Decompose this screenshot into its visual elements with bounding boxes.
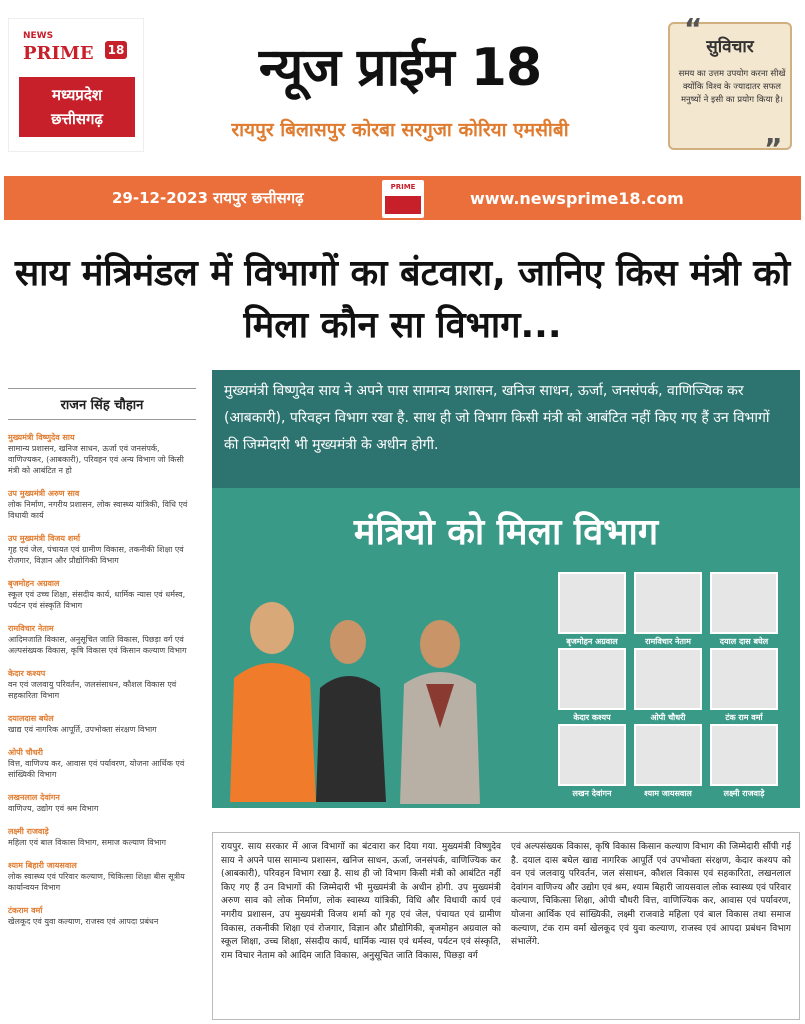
sidebar-item-name: उप मुख्यमंत्री विजय शर्मा <box>8 534 81 543</box>
logo-state-line-2: छत्तीसगढ़ <box>51 110 103 128</box>
quote-open-icon: “ <box>684 12 703 45</box>
sidebar-item <box>8 747 196 780</box>
sidebar-item <box>8 623 196 656</box>
minister-photo <box>634 648 702 710</box>
logo-number-badge: 18 <box>105 41 127 59</box>
sidebar <box>8 388 196 927</box>
sidebar-item-name: लखनलाल देवांगन <box>8 793 60 802</box>
sidebar-list <box>8 432 196 927</box>
small-logo-icon <box>382 180 424 218</box>
edition-date: 29-12-2023 रायपुर छत्तीसगढ़ <box>112 189 304 207</box>
minister-name-label: रामविचार नेताम <box>645 637 691 646</box>
sidebar-item-text: वन एवं जलवायु परिवर्तन, जलसंसाधन, कौशल विकास एवं सहकारिता विभाग <box>8 680 177 700</box>
sidebar-item-text: लोक निर्माण, नगरीय प्रशासन, लोक स्वास्थ्य यांत्रिकी, विधि एवं विधायी कार्य <box>8 500 188 520</box>
article-body <box>212 832 800 1020</box>
leaders-photo <box>220 568 388 802</box>
sidebar-item-name: केदार कश्यप <box>8 669 46 678</box>
masthead-logo <box>8 18 144 152</box>
sidebar-item <box>8 432 196 476</box>
sidebar-item <box>8 905 196 927</box>
sidebar-item-name: ओपी चौधरी <box>8 748 44 757</box>
minister-photo <box>558 572 626 634</box>
newspaper-title: न्यूज प्राईम 18 <box>258 38 542 98</box>
newspaper-subtitle: रायपुर बिलासपुर कोरबा सरगुजा कोरिया एमसीबी <box>231 119 569 141</box>
minister-name-label: श्याम जायसवाल <box>644 789 692 798</box>
leader-photo-right <box>396 608 484 804</box>
minister-name-label: टंक राम वर्मा <box>725 713 763 722</box>
sidebar-item-text: स्कूल एवं उच्च शिक्षा, संसदीय कार्य, धार्मिक न्यास एवं धर्मस्व, पर्यटन एवं संस्कृति विभाग <box>8 590 186 610</box>
quote-close-icon: ” <box>764 132 783 165</box>
sidebar-item-name: रामविचार नेताम <box>8 624 54 633</box>
author-name: राजन सिंह चौहान <box>8 388 196 420</box>
minister-photo <box>710 648 778 710</box>
sidebar-item <box>8 668 196 701</box>
minister-photo <box>634 572 702 634</box>
sidebar-item-text: सामान्य प्रशासन, खनिज साधन, ऊर्जा एवं जनसंपर्क, वाणिज्यकर, (आबकारी), परिवहन एवं अन्य विभाग जो किसी मंत्री को आबंटित न हो <box>8 444 184 475</box>
sidebar-item-name: टंकराम वर्मा <box>8 906 43 915</box>
sidebar-item <box>8 488 196 521</box>
headline: साय मंत्रिमंडल में विभागों का बंटवारा, जानिए किस मंत्री को मिला कौन सा विभाग... <box>14 253 791 346</box>
minister-photo <box>558 724 626 786</box>
minister-photo <box>558 648 626 710</box>
minister-name-label: केदार कश्यप <box>573 713 611 722</box>
article-column-2: एवं अल्पसंख्यक विकास, कृषि विकास किसान कल्याण विभाग की जिम्मेदारी सौंपी गई है. दयाल दास बघेल खाद्य नागरिक आपूर्ति एवं उपभोक्ता संरक्षण, केदार कश्यप को वन एवं जलवायु परिवर्तन, जल संसाधन, कौशल विकास एवं सहकारिता, लखनलाल देवांगन वाणिज्य और उद्योग एवं श्रम, श्याम बिहारी जायसवाल लोक स्वास्थ्य एवं परिवार कल्याण, चिकित्सा शिक्षा, ओपी चौधरी वित्त, वाणिज्यिक कर, आवास एवं पर्यावरण, योजना आर्थिक एवं सांख्यिकी, लक्ष्मी राजवाडे महिला एवं बाल विकास तथा समाज कल्याण, टंक राम वर्मा खेलकूद एवं युवा कल्याण, राजस्व एवं आपदा प्रबंधन विभाग संभालेंगे. <box>511 842 791 948</box>
sidebar-item-text: वाणिज्य, उद्योग एवं श्रम विभाग <box>8 804 99 813</box>
sidebar-item <box>8 578 196 611</box>
minister-name-label: लक्ष्मी राजवाड़े <box>723 789 765 798</box>
sidebar-item-text: खेलकूद एवं युवा कल्याण, राजस्व एवं आपदा प्रबंधन <box>8 917 159 926</box>
minister-name-label: ओपी चौधरी <box>650 713 686 722</box>
sidebar-item <box>8 533 196 566</box>
sidebar-item <box>8 826 196 848</box>
logo-state-line-1: मध्यप्रदेश <box>51 86 102 104</box>
logo-news-text: NEWS <box>23 31 54 41</box>
sidebar-item-text: लोक स्वास्थ्य एवं परिवार कल्याण, चिकित्सा शिक्षा बीस सूत्रीय कार्यान्वयन विभाग <box>8 872 185 892</box>
sidebar-item-text: खाद्य एवं नागरिक आपूर्ति, उपभोक्ता संरक्षण विभाग <box>8 725 157 734</box>
minister-name-label: दयाल दास बघेल <box>719 637 769 646</box>
sidebar-item-name: दयालदास बघेल <box>8 714 54 723</box>
sidebar-item <box>8 713 196 735</box>
sidebar-item-name: मुख्यमंत्री विष्णुदेव साय <box>8 433 75 442</box>
sidebar-item-text: गृह एवं जेल, पंचायत एवं ग्रामीण विकास, तकनीकी शिक्षा एवं रोजगार, विज्ञान और प्रौद्योगिकी विभाग <box>8 545 184 565</box>
sidebar-item-name: उप मुख्यमंत्री अरुण साव <box>8 489 80 498</box>
minister-name-label: लखन देवांगन <box>572 789 612 798</box>
graphic-title: मंत्रियो को मिला विभाग <box>353 512 659 553</box>
article-column-1: रायपुर. साय सरकार में आज विभागों का बंटवारा कर दिया गया. मुख्यमंत्री विष्णुदेव साय ने अपने पास सामान्य प्रशासन, खनिज साधन, ऊर्जा, जनसंपर्क, वाणिज्यिक कर (आबकारी), परिवहन विभाग रखा है. साथ ही जो विभाग किसी मंत्री को आबंटित नहीं किए गए हैं उन विभागों की जिम्मेदारी भी मुख्यमंत्री के अधीन होगी. उप मुख्यमंत्री अरुण साव को लोक निर्माण, लोक स्वास्थ्य यांत्रिकी, विधि और विधायी कार्य एवं नगरीय प्रशासन, उप मुख्यमंत्री विजय शर्मा को गृह एवं जेल, पंचायत एवं ग्रामीण विकास, तकनीकी शिक्षा एवं रोजगार, विज्ञान और प्रौद्योगिकी, बृजमोहन अग्रवाल को स्कूल शिक्षा, उच्च शिक्षा, संसदीय कार्य, धार्मिक न्यास एवं धर्मस्व, पर्यटन एवं संस्कृति, राम विचार नेताम को आदिम जाति विकास, अनुसूचित जाति विकास, पिछड़ा वर्ग <box>221 842 501 961</box>
sidebar-item-text: वित्त, वाणिज्य कर, आवास एवं पर्यावरण, योजना आर्थिक एवं सांख्यिकी विभाग <box>8 759 185 779</box>
small-logo-text: PRIME <box>390 183 416 191</box>
logo-state-block <box>19 77 135 137</box>
sidebar-item-name: लक्ष्मी राजवाड़े <box>8 827 49 836</box>
logo-prime-text: PRIME <box>23 43 94 64</box>
sidebar-item-name: बृजमोहन अग्रवाल <box>8 579 60 588</box>
suvichar-text: समय का उत्तम उपयोग करना सीखें क्योंकि विश्व के ज्यादातर सफल मनुष्यों ने इसी का प्रयोग किया है। <box>678 69 786 105</box>
minister-name-label: बृजमोहन अग्रवाल <box>566 637 618 646</box>
suvichar-box <box>668 12 792 165</box>
sidebar-item-text: आदिमजाति विकास, अनुसूचित जाति विकास, पिछड़ा वर्ग एवं अल्पसंख्यक विकास, कृषि विकास एवं किसान कल्याण विभाग <box>8 635 187 655</box>
sidebar-item <box>8 792 196 814</box>
website-link[interactable]: www.newsprime18.com <box>470 189 684 208</box>
minister-photo <box>634 724 702 786</box>
small-logo-block <box>385 196 421 214</box>
minister-photo <box>710 572 778 634</box>
sidebar-item-text: महिला एवं बाल विकास विभाग, समाज कल्याण विभाग <box>8 838 166 847</box>
sidebar-item <box>8 860 196 893</box>
minister-photo <box>710 724 778 786</box>
lead-paragraph: मुख्यमंत्री विष्णुदेव साय ने अपने पास सामान्य प्रशासन, खनिज साधन, ऊर्जा, जनसंपर्क, वाणिज्यिक कर (आबकारी), परिवहन विभाग रखा है. साथ ही जो विभाग किसी मंत्री को आबंटित नहीं किए गए हैं उन विभागों की जिम्मेदारी भी मुख्यमंत्री के अधीन होगी. <box>212 370 800 488</box>
sidebar-item-name: श्याम बिहारी जायसवाल <box>8 861 77 870</box>
suvichar-title: सुविचार <box>706 37 754 57</box>
ministers-graphic <box>212 488 800 808</box>
